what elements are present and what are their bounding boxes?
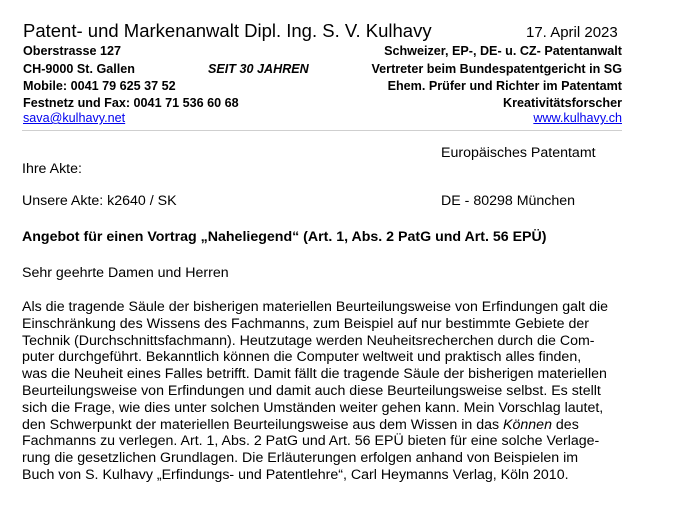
qualification-line-4: Kreativitätsforscher xyxy=(503,96,622,110)
body-line: puter durchgeführt. Bekanntlich können die Computer weltweit und praktisch alles finden, xyxy=(22,349,582,366)
body-line: rung die gesetzlichen Grundlagen. Die Erläuterungen erfolgen anhand von Beispielen im xyxy=(22,450,579,467)
body-line: was die Neuheit eines Falles betrifft. Damit fällt die tragende Säule der bisherigen materiellen xyxy=(22,366,607,383)
body-line: Als die tragende Säule der bisherigen materiellen Beurteilungsweise von Erfindungen galt die xyxy=(22,299,608,315)
sender-mobile: Mobile: 0041 79 625 37 52 xyxy=(23,79,176,93)
body-line: Beurteilungsweise von Erfindungen und damit auch diese Beurteilungsweise selbst. Es stellt xyxy=(22,382,601,399)
body-line xyxy=(22,417,677,434)
letter-subject: Angebot für einen Vortrag „Naheliegend“ (Art. 1, Abs. 2 PatG und Art. 56 EPÜ) xyxy=(22,229,547,245)
body-line: Buch von S. Kulhavy „Erfindungs- und Patentlehre“, Carl Heymanns Verlag, Köln 2010. xyxy=(22,466,569,483)
body-line: Technik (Durchschnittsfachmann). Heutzutage werden Neuheitsrecherchen durch die Com- xyxy=(22,332,595,349)
sender-phone-fax: Festnetz und Fax: 0041 71 536 60 68 xyxy=(23,96,239,110)
sender-street: Oberstrasse 127 xyxy=(23,44,122,58)
since-badge: SEIT 30 JAHREN xyxy=(208,62,309,76)
body-line: Fachmanns zu verlegen. Art. 1, Abs. 2 PatG und Art. 56 EPÜ bieten für eine solche Verlage- xyxy=(22,433,600,450)
qualification-line-3: Ehem. Prüfer und Richter im Patentamt xyxy=(387,79,622,93)
body-text: des xyxy=(551,416,579,433)
letter-date: 17. April 2023 xyxy=(526,24,618,41)
qualification-line-2: Vertreter beim Bundespatentgericht in SG xyxy=(371,62,622,76)
website-link[interactable]: www.kulhavy.ch xyxy=(533,111,622,125)
sender-name: Patent- und Markenanwalt Dipl. Ing. S. V. Kulhavy xyxy=(23,20,432,41)
letter-body xyxy=(22,299,677,484)
our-file-reference: Unsere Akte: k2640 / SK xyxy=(22,193,177,209)
salutation: Sehr geehrte Damen und Herren xyxy=(22,265,229,281)
recipient-address: DE - 80298 München xyxy=(441,193,576,209)
header-divider xyxy=(22,130,622,131)
email-link[interactable]: sava@kulhavy.net xyxy=(23,111,126,125)
sender-city: CH-9000 St. Gallen xyxy=(23,62,135,76)
your-file-label: Ihre Akte: xyxy=(22,161,82,177)
recipient-name: Europäisches Patentamt xyxy=(441,145,596,161)
body-text: den Schwerpunkt der materiellen Beurteilungsweise aus dem Wissen in das xyxy=(22,416,504,433)
body-line: sich die Frage, wie dies unter solchen Umständen weiter gehen kann. Mein Vorschlag lautet, xyxy=(22,399,604,416)
qualification-line-1: Schweizer, EP-, DE- u. CZ- Patentanwalt xyxy=(384,44,622,58)
emphasis-word: Können xyxy=(503,416,552,433)
body-line: Einschränkung des Wissens des Fachmanns, zum Beispiel auf nur bestimmte Gebiete der xyxy=(22,315,589,332)
